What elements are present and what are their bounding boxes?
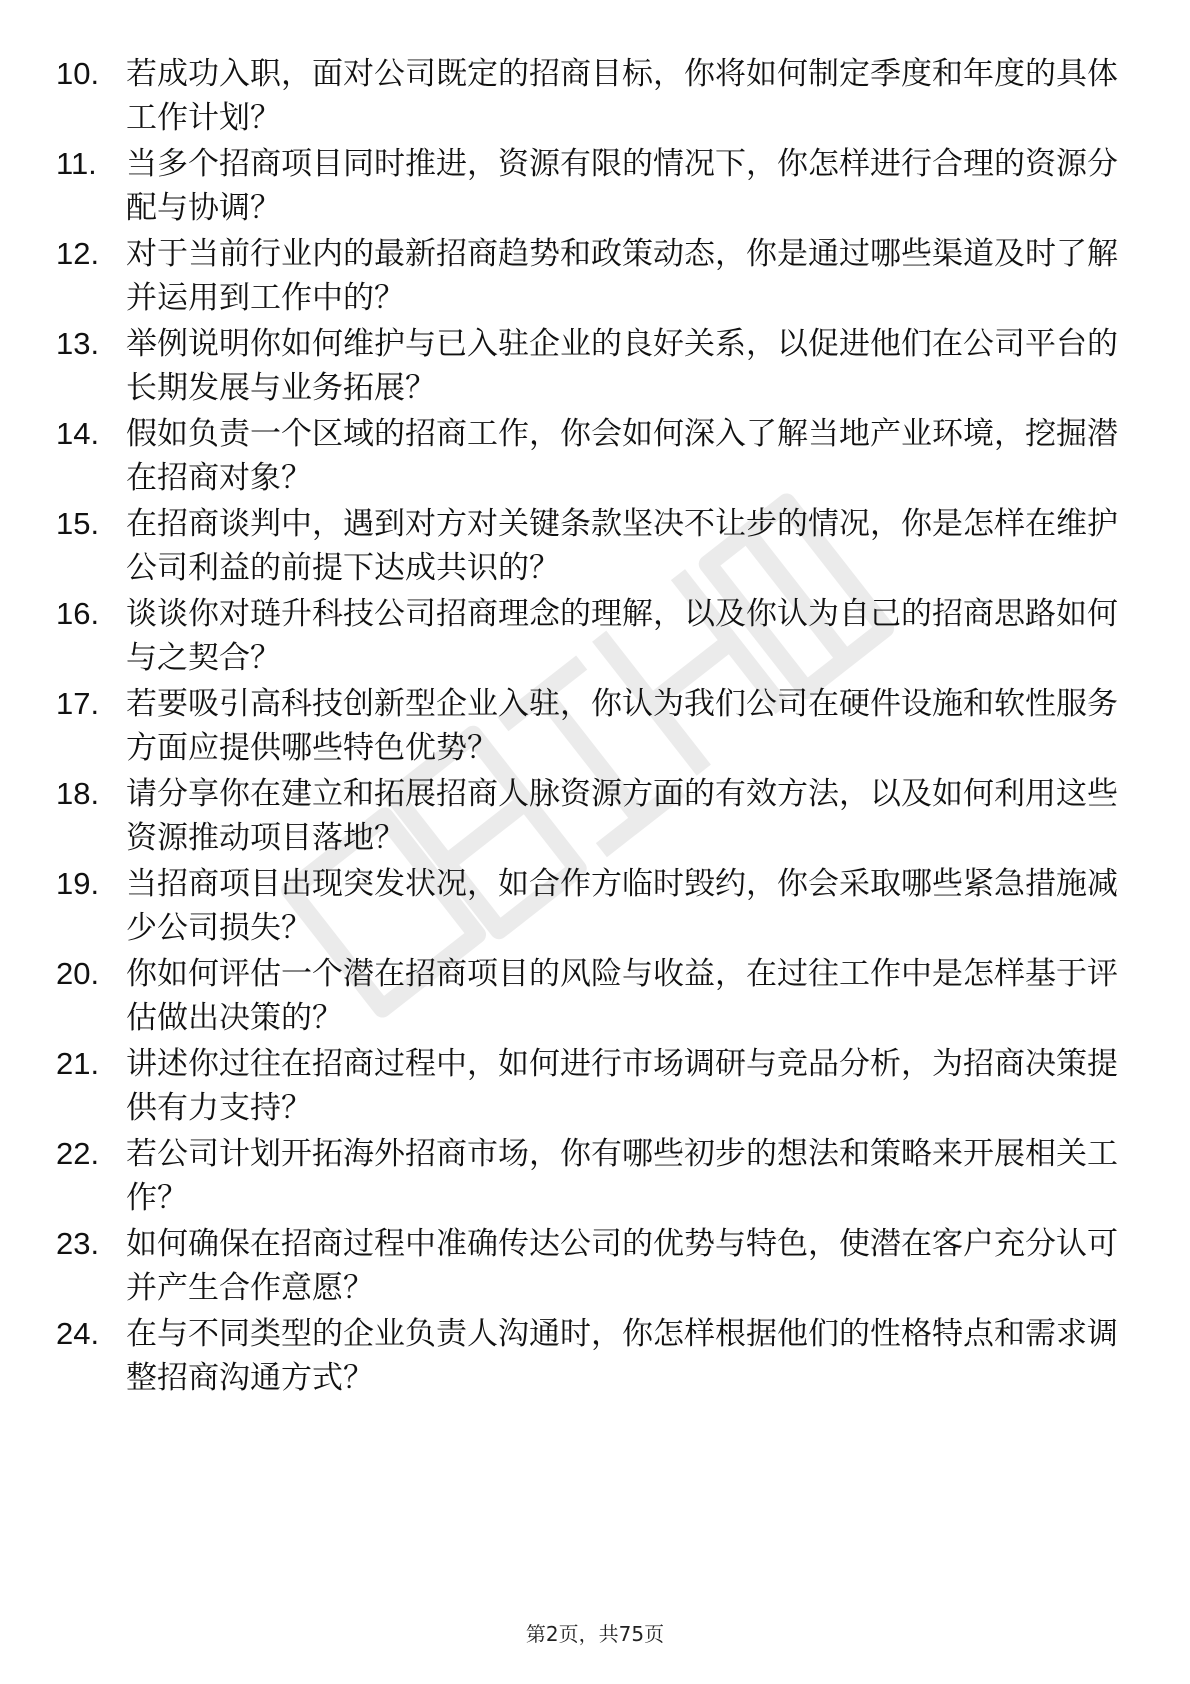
question-number: 22.	[56, 1136, 100, 1171]
question-number: 20.	[56, 956, 100, 991]
question-number: 13.	[56, 326, 100, 361]
question-item	[56, 322, 1136, 412]
question-item	[56, 1132, 1136, 1222]
question-item	[56, 592, 1136, 682]
question-item	[56, 232, 1136, 322]
question-item	[56, 142, 1136, 232]
question-text: 在与不同类型的企业负责人沟通时，你怎样根据他们的性格特点和需求调整招商沟通方式？	[126, 1316, 1118, 1396]
question-text: 如何确保在招商过程中准确传达公司的优势与特色，使潜在客户充分认可并产生合作意愿？	[126, 1226, 1118, 1306]
question-text: 若成功入职，面对公司既定的招商目标，你将如何制定季度和年度的具体工作计划？	[126, 56, 1118, 136]
question-number: 17.	[56, 686, 100, 721]
question-number: 10.	[56, 56, 100, 91]
question-item	[56, 952, 1136, 1042]
question-text: 在招商谈判中，遇到对方对关键条款坚决不让步的情况，你是怎样在维护公司利益的前提下达成共识的？	[126, 506, 1118, 586]
question-number: 14.	[56, 416, 100, 451]
question-text: 当招商项目出现突发状况，如合作方临时毁约，你会采取哪些紧急措施减少公司损失？	[126, 866, 1118, 946]
question-number: 23.	[56, 1226, 100, 1261]
question-number: 15.	[56, 506, 100, 541]
question-text: 讲述你过往在招商过程中，如何进行市场调研与竞品分析，为招商决策提供有力支持？	[126, 1046, 1118, 1126]
question-text: 请分享你在建立和拓展招商人脉资源方面的有效方法，以及如何利用这些资源推动项目落地？	[126, 776, 1118, 856]
question-item	[56, 52, 1136, 142]
question-number: 24.	[56, 1316, 100, 1351]
question-item	[56, 1042, 1136, 1132]
question-number: 19.	[56, 866, 100, 901]
question-text: 对于当前行业内的最新招商趋势和政策动态，你是通过哪些渠道及时了解并运用到工作中的？	[126, 236, 1118, 316]
question-item	[56, 412, 1136, 502]
question-text: 若要吸引高科技创新型企业入驻，你认为我们公司在硬件设施和软性服务方面应提供哪些特色优势？	[126, 686, 1118, 766]
question-item	[56, 682, 1136, 772]
question-text: 假如负责一个区域的招商工作，你会如何深入了解当地产业环境，挖掘潜在招商对象？	[126, 416, 1118, 496]
question-number: 21.	[56, 1046, 100, 1081]
question-text: 谈谈你对琏升科技公司招商理念的理解，以及你认为自己的招商思路如何与之契合？	[126, 596, 1118, 676]
question-number: 12.	[56, 236, 100, 271]
question-item	[56, 1312, 1136, 1402]
question-number: 11.	[56, 146, 97, 181]
question-text: 你如何评估一个潜在招商项目的风险与收益，在过往工作中是怎样基于评估做出决策的？	[126, 956, 1118, 1036]
question-item	[56, 862, 1136, 952]
question-number: 16.	[56, 596, 100, 631]
question-list	[56, 52, 1136, 1402]
question-item	[56, 1222, 1136, 1312]
question-text: 当多个招商项目同时推进，资源有限的情况下，你怎样进行合理的资源分配与协调？	[126, 146, 1118, 226]
question-item	[56, 772, 1136, 862]
question-text: 举例说明你如何维护与已入驻企业的良好关系，以促进他们在公司平台的长期发展与业务拓展？	[126, 326, 1118, 406]
page-footer: 第2页，共75页	[525, 1622, 665, 1646]
question-text: 若公司计划开拓海外招商市场，你有哪些初步的想法和策略来开展相关工作？	[126, 1136, 1118, 1216]
question-item	[56, 502, 1136, 592]
question-number: 18.	[56, 776, 100, 811]
